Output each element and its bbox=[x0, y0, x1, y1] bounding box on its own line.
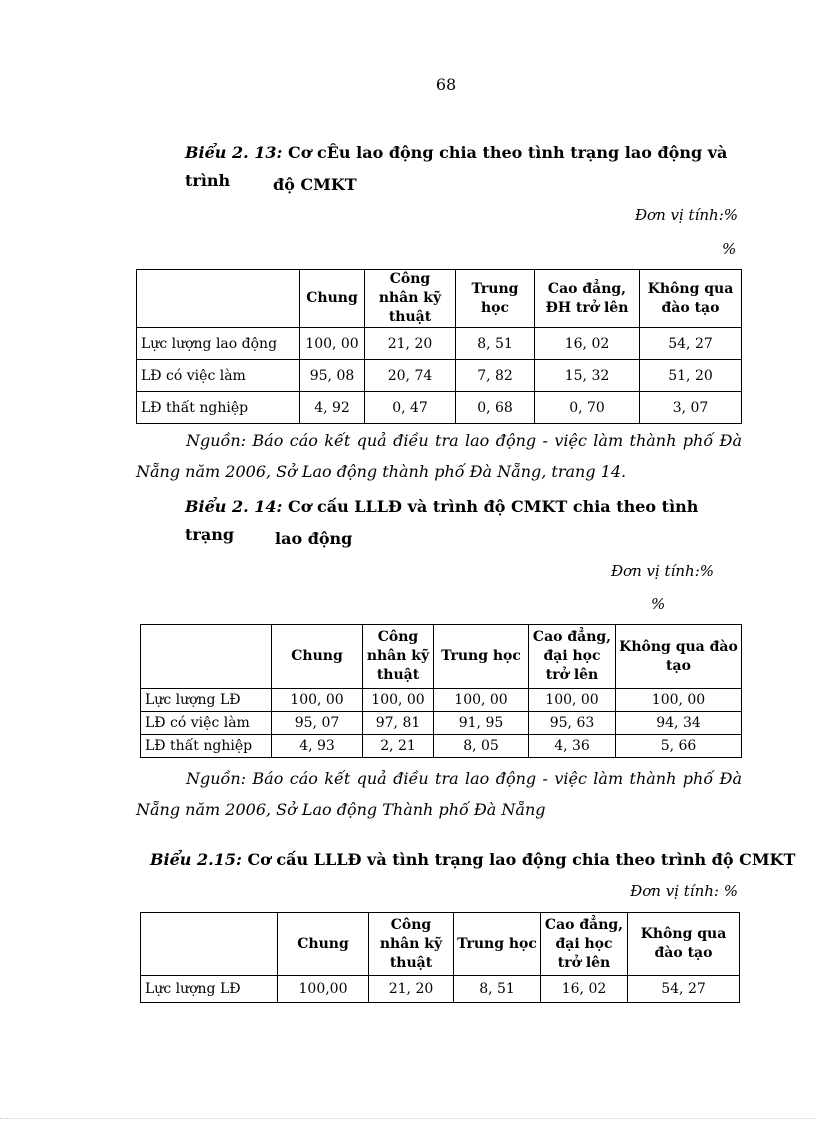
table3-header-row bbox=[141, 913, 740, 976]
table3-header-cell: Không qua đào tạo bbox=[628, 913, 740, 976]
table2-header-cell: Chung bbox=[272, 625, 363, 689]
table3-header-cell: Cao đẳng, đại học trở lên bbox=[541, 913, 628, 976]
table1-cell: 95, 08 bbox=[300, 360, 365, 392]
table1-cell: 16, 02 bbox=[535, 328, 640, 360]
table2-title-line2: lao động bbox=[275, 529, 353, 548]
table2-cell: 4, 36 bbox=[529, 735, 616, 758]
table3-header-cell: Công nhân kỹ thuật bbox=[369, 913, 454, 976]
table2-cell: 91, 95 bbox=[434, 712, 529, 735]
table1-title-line2: độ CMKT bbox=[273, 175, 357, 194]
table1-header-cell bbox=[137, 270, 300, 328]
table2-cell: 97, 81 bbox=[363, 712, 434, 735]
table3-cell: 54, 27 bbox=[628, 976, 740, 1003]
table3-header-cell: Chung bbox=[278, 913, 369, 976]
table1-cell: 15, 32 bbox=[535, 360, 640, 392]
table3-unit: Đơn vị tính: % bbox=[630, 882, 738, 900]
table2-header-row bbox=[141, 625, 742, 689]
table1-cell: 21, 20 bbox=[365, 328, 456, 360]
table3-header-cell bbox=[141, 913, 278, 976]
table-row bbox=[141, 735, 742, 758]
table3-header-cell: Trung học bbox=[454, 913, 541, 976]
table2-source bbox=[136, 763, 742, 825]
table1-cell: 54, 27 bbox=[640, 328, 742, 360]
table1-header-cell: Công nhân kỹ thuật bbox=[365, 270, 456, 328]
page-number: 68 bbox=[435, 75, 457, 94]
table1-source bbox=[136, 425, 742, 487]
table2-row-label: Lực lượng LĐ bbox=[141, 689, 272, 712]
table2-cell: 5, 66 bbox=[616, 735, 742, 758]
table1-cell: 3, 07 bbox=[640, 392, 742, 424]
table2-source-line1: Nguồn: Báo cáo kết quả điều tra lao động - việc làm thành phố Đà bbox=[186, 769, 742, 788]
table-row bbox=[141, 976, 740, 1003]
table1-cell: 0, 47 bbox=[365, 392, 456, 424]
table3-title-line1: Cơ cấu LLLĐ và tình trạng lao động chia theo trình độ CMKT bbox=[247, 850, 796, 869]
table1-header-cell: Không qua đào tạo bbox=[640, 270, 742, 328]
table3-cell: 100,00 bbox=[278, 976, 369, 1003]
table3-label: Biểu 2.15: bbox=[150, 850, 242, 869]
table2-cell: 2, 21 bbox=[363, 735, 434, 758]
table-row bbox=[137, 392, 742, 424]
table1-cell: 0, 70 bbox=[535, 392, 640, 424]
table2-row-label: LĐ có việc làm bbox=[141, 712, 272, 735]
table1-row-label: Lực lượng lao động bbox=[137, 328, 300, 360]
table1-cell: 4, 92 bbox=[300, 392, 365, 424]
table1-header-cell: Cao đẳng, ĐH trở lên bbox=[535, 270, 640, 328]
table2-cell: 100, 00 bbox=[272, 689, 363, 712]
table3-caption bbox=[150, 846, 796, 874]
table2-header-cell: Không qua đào tạo bbox=[616, 625, 742, 689]
table1-header-row bbox=[137, 270, 742, 328]
table2-cell: 8, 05 bbox=[434, 735, 529, 758]
table2-cell: 4, 93 bbox=[272, 735, 363, 758]
table2-cell: 95, 07 bbox=[272, 712, 363, 735]
table1-caption bbox=[185, 139, 745, 195]
table1-header-cell: Chung bbox=[300, 270, 365, 328]
table1-cell: 51, 20 bbox=[640, 360, 742, 392]
table2-cell: 94, 34 bbox=[616, 712, 742, 735]
table2-label: Biểu 2. 14: bbox=[185, 497, 283, 516]
table2-cell: 100, 00 bbox=[616, 689, 742, 712]
table1-cell: 20, 74 bbox=[365, 360, 456, 392]
table1-cell: 8, 51 bbox=[456, 328, 535, 360]
table1-unit: Đơn vị tính:% bbox=[634, 206, 738, 224]
table2-header-cell: Công nhân kỹ thuật bbox=[363, 625, 434, 689]
table1-unit-percent: % bbox=[722, 240, 737, 258]
table2-row-label: LĐ thất nghiệp bbox=[141, 735, 272, 758]
table2-caption bbox=[185, 493, 745, 549]
table1-cell: 100, 00 bbox=[300, 328, 365, 360]
table1-label: Biểu 2. 13: bbox=[185, 143, 283, 162]
table3 bbox=[140, 912, 740, 1003]
table2 bbox=[140, 624, 742, 758]
table-row bbox=[137, 328, 742, 360]
table2-cell: 100, 00 bbox=[529, 689, 616, 712]
table3-cell: 16, 02 bbox=[541, 976, 628, 1003]
table1-row-label: LĐ có việc làm bbox=[137, 360, 300, 392]
table2-title-line1: Cơ cấu LLLĐ và trình độ CMKT chia theo tình trạng bbox=[185, 497, 699, 544]
table1-cell: 0, 68 bbox=[456, 392, 535, 424]
table2-cell: 100, 00 bbox=[363, 689, 434, 712]
table2-unit-percent: % bbox=[651, 595, 666, 613]
table2-source-line2: Nẵng năm 2006, Sở Lao động Thành phố Đà Nẵng bbox=[136, 800, 546, 819]
table2-unit: Đơn vị tính:% bbox=[610, 562, 714, 580]
table-row bbox=[137, 360, 742, 392]
table-row bbox=[141, 712, 742, 735]
page-bottom-divider bbox=[0, 1118, 816, 1119]
table1-row-label: LĐ thất nghiệp bbox=[137, 392, 300, 424]
table3-row-label: Lực lượng LĐ bbox=[141, 976, 278, 1003]
table1-source-line1: Nguồn: Báo cáo kết quả điều tra lao động - việc làm thành phố Đà bbox=[186, 431, 742, 450]
table3-cell: 21, 20 bbox=[369, 976, 454, 1003]
table-row bbox=[141, 689, 742, 712]
table1 bbox=[136, 269, 742, 424]
table2-header-cell: Trung học bbox=[434, 625, 529, 689]
table2-header-cell bbox=[141, 625, 272, 689]
table1-source-line2: Nẵng năm 2006, Sở Lao động thành phố Đà Nẵng, trang 14. bbox=[136, 462, 627, 481]
table2-cell: 95, 63 bbox=[529, 712, 616, 735]
table2-header-cell: Cao đẳng, đại học trở lên bbox=[529, 625, 616, 689]
table1-title-line1: Cơ cÊu lao động chia theo tình trạng lao động và trình bbox=[185, 143, 728, 190]
table3-cell: 8, 51 bbox=[454, 976, 541, 1003]
table2-cell: 100, 00 bbox=[434, 689, 529, 712]
table1-header-cell: Trung học bbox=[456, 270, 535, 328]
table1-cell: 7, 82 bbox=[456, 360, 535, 392]
